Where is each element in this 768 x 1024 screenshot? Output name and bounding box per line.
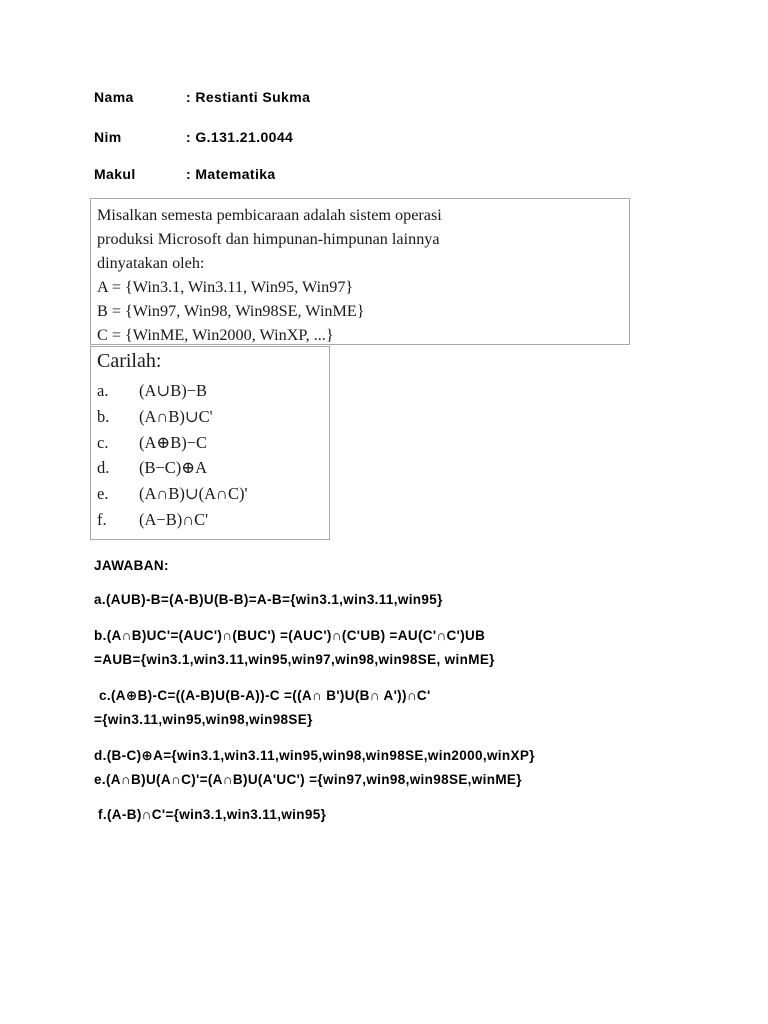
question-letter: c.: [97, 432, 109, 452]
question-expression: (A∪B)−B: [139, 381, 208, 400]
problem-line: Misalkan semesta pembicaraan adalah sistem operasi: [97, 206, 442, 224]
problem-line: dinyatakan oleh:: [97, 254, 205, 273]
question-item: [97, 430, 329, 456]
set-c-definition: C = {WinME, Win2000, WinXP, ...}: [97, 326, 334, 345]
answer-f: f.(A-B)∩C'={win3.1,win3.11,win95}: [98, 807, 327, 822]
answer-c-line2: ={win3.11,win95,win98,win98SE}: [94, 712, 313, 727]
answer-e: e.(A∩B)U(A∩C)'=(A∩B)U(A'UC') ={win97,win98,win98SE,winME}: [94, 772, 522, 787]
set-b-definition: B = {Win97, Win98, Win98SE, WinME}: [97, 302, 365, 321]
question-item: [97, 455, 329, 481]
question-letter: b.: [97, 406, 110, 426]
questions-box: [90, 346, 330, 540]
problem-line: produksi Microsoft dan himpunan-himpunan lainnya: [97, 230, 440, 249]
question-item: [97, 378, 329, 404]
answer-a: a.(AUB)-B=(A-B)U(B-B)=A-B={win3.1,win3.11,win95}: [94, 592, 443, 607]
question-letter: d.: [97, 458, 110, 478]
question-item: [97, 404, 329, 430]
nama-label: Nama: [94, 89, 134, 105]
answers-heading: JAWABAN:: [94, 558, 169, 573]
question-item: [97, 507, 329, 533]
problem-box: [90, 198, 630, 345]
answer-b-line1: b.(A∩B)UC'=(AUC')∩(BUC') =(AUC')∩(C'UB) =AU(C'∩C')UB: [94, 628, 486, 643]
nama-value: : Restianti Sukma: [186, 89, 311, 105]
answer-d: d.(B-C)⊕A={win3.1,win3.11,win95,win98,win98SE,win2000,winXP}: [94, 748, 535, 763]
question-letter: e.: [97, 484, 109, 504]
set-a-definition: A = {Win3.1, Win3.11, Win95, Win97}: [97, 278, 354, 297]
question-expression: (B−C)⊕A: [139, 458, 208, 478]
question-expression: (A−B)∩C': [139, 509, 209, 529]
answer-b-line2: =AUB={win3.1,win3.11,win95,win97,win98,win98SE, winME}: [94, 652, 495, 667]
question-expression: (A∩B)∪C': [139, 406, 213, 426]
nim-label: Nim: [94, 129, 122, 145]
makul-label: Makul: [94, 166, 136, 182]
question-expression: (A⊕B)−C: [139, 432, 208, 452]
answer-c-line1: c.(A⊕B)-C=((A-B)U(B-A))-C =((A∩ B')U(B∩ A'))∩C': [99, 688, 431, 703]
nim-value: : G.131.21.0044: [186, 129, 294, 145]
question-expression: (A∩B)∪(A∩C)': [139, 484, 248, 504]
questions-heading: Carilah:: [97, 350, 162, 372]
question-letter: a.: [97, 381, 109, 400]
question-item: [97, 481, 329, 507]
question-letter: f.: [97, 509, 107, 529]
makul-value: : Matematika: [186, 166, 276, 182]
